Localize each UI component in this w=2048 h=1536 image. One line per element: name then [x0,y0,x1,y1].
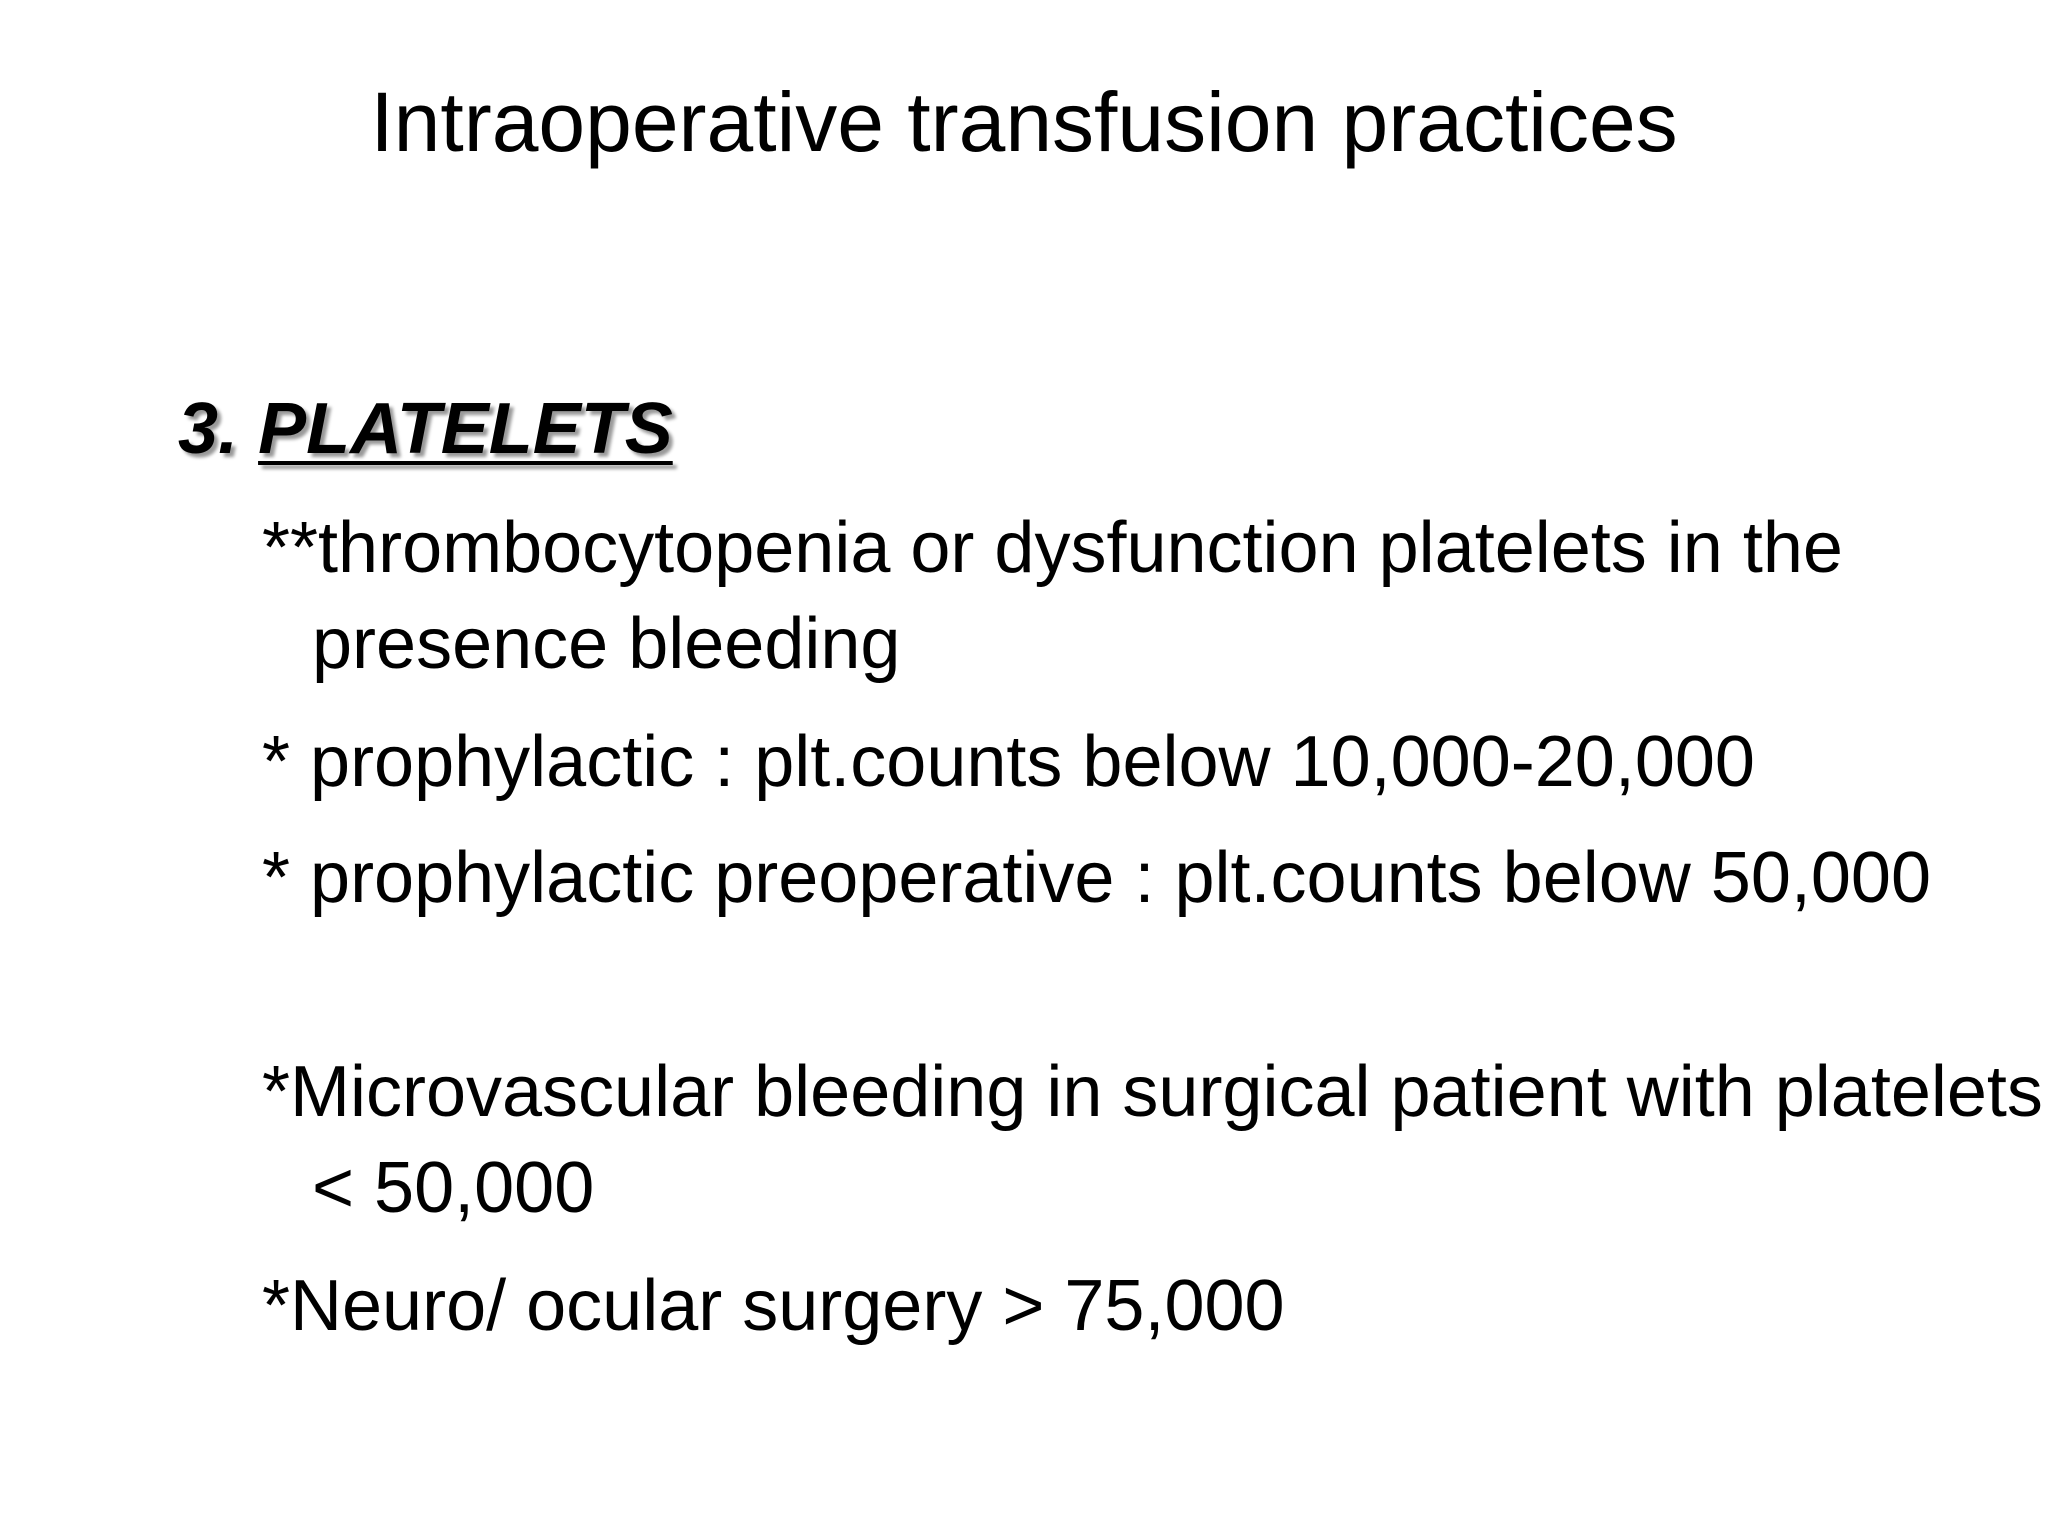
bullet-neuro-ocular-surgery: *Neuro/ ocular surgery > 75,000 [262,1266,1285,1346]
bullet-prophylactic-preoperative: * prophylactic preoperative : plt.counts below 50,000 [262,838,1932,918]
section-title: PLATELETS [258,389,673,469]
bullet-prophylactic: * prophylactic : plt.counts below 10,000-20,000 [262,722,1755,802]
section-heading [178,384,673,474]
slide-title: Intraoperative transfusion practices [370,75,1678,169]
bullet-microvascular-bleeding: *Microvascular bleeding in surgical patient with platelets < 50,000 [262,1052,2043,1228]
bullet-thrombocytopenia: **thrombocytopenia or dysfunction platelets in the presence bleeding [262,508,1843,684]
section-number: 3. [178,389,239,469]
